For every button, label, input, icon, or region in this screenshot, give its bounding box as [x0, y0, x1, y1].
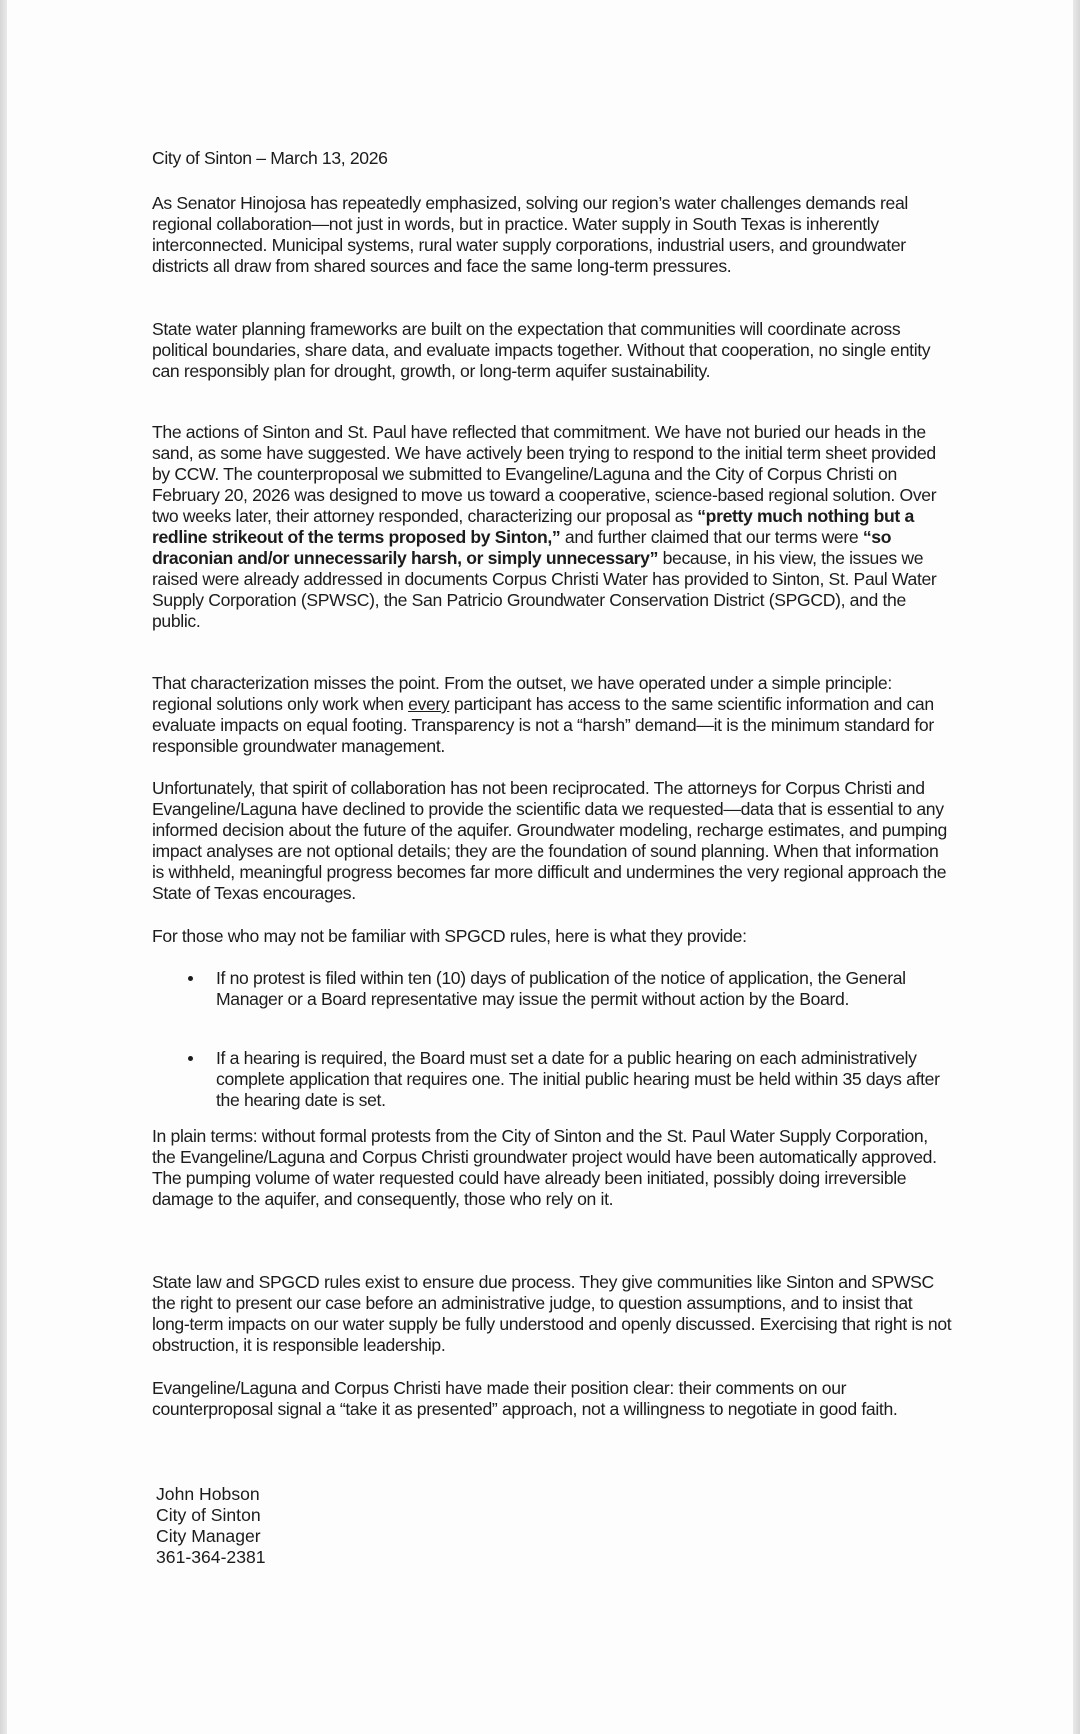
- paragraph-spgcd-intro: For those who may not be familiar with SPGCD rules, here is what they provide:: [152, 926, 747, 946]
- paragraph-position-clear: Evangeline/Laguna and Corpus Christi have made their position clear: their comments on our counterproposal signal a “take it as presented” approach, not a willingness to negotiate in good faith.: [152, 1378, 898, 1419]
- page-edge-right: [1073, 0, 1080, 1734]
- attorney-quote-1: “pretty much nothing but a redline strikeout of the terms proposed by Sinton,”: [152, 506, 914, 547]
- spgcd-rule-item: If no protest is filed within ten (10) days of publication of the notice of application, the General Manager or a Board representative may issue the permit without action by the Board.: [152, 968, 961, 1010]
- bullet-icon: [188, 1056, 193, 1061]
- underlined-every: every: [408, 694, 450, 714]
- paragraph-plain-terms: In plain terms: without formal protests from the City of Sinton and the St. Paul Water Supply Corporation, the Evangeline/Laguna and Corpus Christi groundwater project would have been automatically approved. The pumping volume of water requested could have already been initiated, possibly doing irreversible damage to the aquifer, and consequently, those who rely on it.: [152, 1126, 937, 1209]
- signatory-title: City Manager: [156, 1526, 261, 1546]
- page-edge-left: [0, 0, 7, 1734]
- signatory-name: John Hobson: [156, 1484, 260, 1504]
- paragraph-state-planning: State water planning frameworks are built on the expectation that communities will coordinate across political boundaries, share data, and evaluate impacts together. Without that cooperation, no single entity can responsibly plan for drought, growth, or long-term aquifer sustainability.: [152, 319, 931, 381]
- spgcd-rule-item: If a hearing is required, the Board must set a date for a public hearing on each administratively complete application that requires one. The initial public hearing must be held within 35 days after the hearing date is set.: [152, 1048, 961, 1111]
- paragraph-sinton-actions: The actions of Sinton and St. Paul have reflected that commitment. We have not buried our heads in the sand, as some have suggested. We have actively been trying to respond to the initial term sheet provided by CCW. The counterproposal we submitted to Evangeline/Laguna and the City of Corpus Christi on February 20, 2026 was designed to move us toward a cooperative, science-based regional solution. Over two weeks later, their attorney responded, characterizing our proposal as “pretty much nothing but a redline strikeout of the terms proposed by Sinton,” and further claimed that our terms were “so draconian and/or unnecessarily harsh, or simply unnecessary” because, in his view, the issues we raised were already addressed in documents Corpus Christi Water has provided to Sinton, St. Paul Water Supply Corporation (SPWSC), the San Patricio Groundwater Conservation District (SPGCD), and the public.: [152, 422, 937, 631]
- signatory-organization: City of Sinton: [156, 1505, 261, 1525]
- signatory-phone: 361-364-2381: [156, 1547, 266, 1567]
- paragraph-collaboration-not-reciprocated: Unfortunately, that spirit of collaboration has not been reciprocated. The attorneys for Corpus Christi and Evangeline/Laguna have declined to provide the scientific data we requested—data that is essential to any informed decision about the future of the aquifer. Groundwater modeling, recharge estimates, and pumping impact analyses are not optional details; they are the foundation of sound planning. When that information is withheld, meaningful progress becomes far more difficult and undermines the very regional approach the State of Texas encourages.: [152, 778, 947, 903]
- paragraph-transparency: That characterization misses the point. From the outset, we have operated under a simple principle: regional solutions only work when every participant has access to the same scientific information and can evaluate impacts on equal footing. Transparency is not a “harsh” demand—it is the minimum standard for responsible groundwater management.: [152, 673, 934, 756]
- letter-heading: City of Sinton – March 13, 2026: [152, 148, 388, 168]
- paragraph-regional-collaboration: As Senator Hinojosa has repeatedly emphasized, solving our region’s water challenges demands real regional collaboration—not just in words, but in practice. Water supply in South Texas is inherently interconnected. Municipal systems, rural water supply corporations, industrial users, and groundwater districts all draw from shared sources and face the same long-term pressures.: [152, 193, 908, 276]
- signature-block: [156, 1484, 266, 1568]
- bullet-icon: [188, 976, 193, 981]
- attorney-quote-2: “so draconian and/or unnecessarily harsh, or simply unnecessary”: [152, 527, 892, 568]
- paragraph-due-process: State law and SPGCD rules exist to ensure due process. They give communities like Sinton and SPWSC the right to present our case before an administrative judge, to question assumptions, and to insist that long-term impacts on our water supply be fully understood and openly discussed. Exercising that right is not obstruction, it is responsible leadership.: [152, 1272, 952, 1355]
